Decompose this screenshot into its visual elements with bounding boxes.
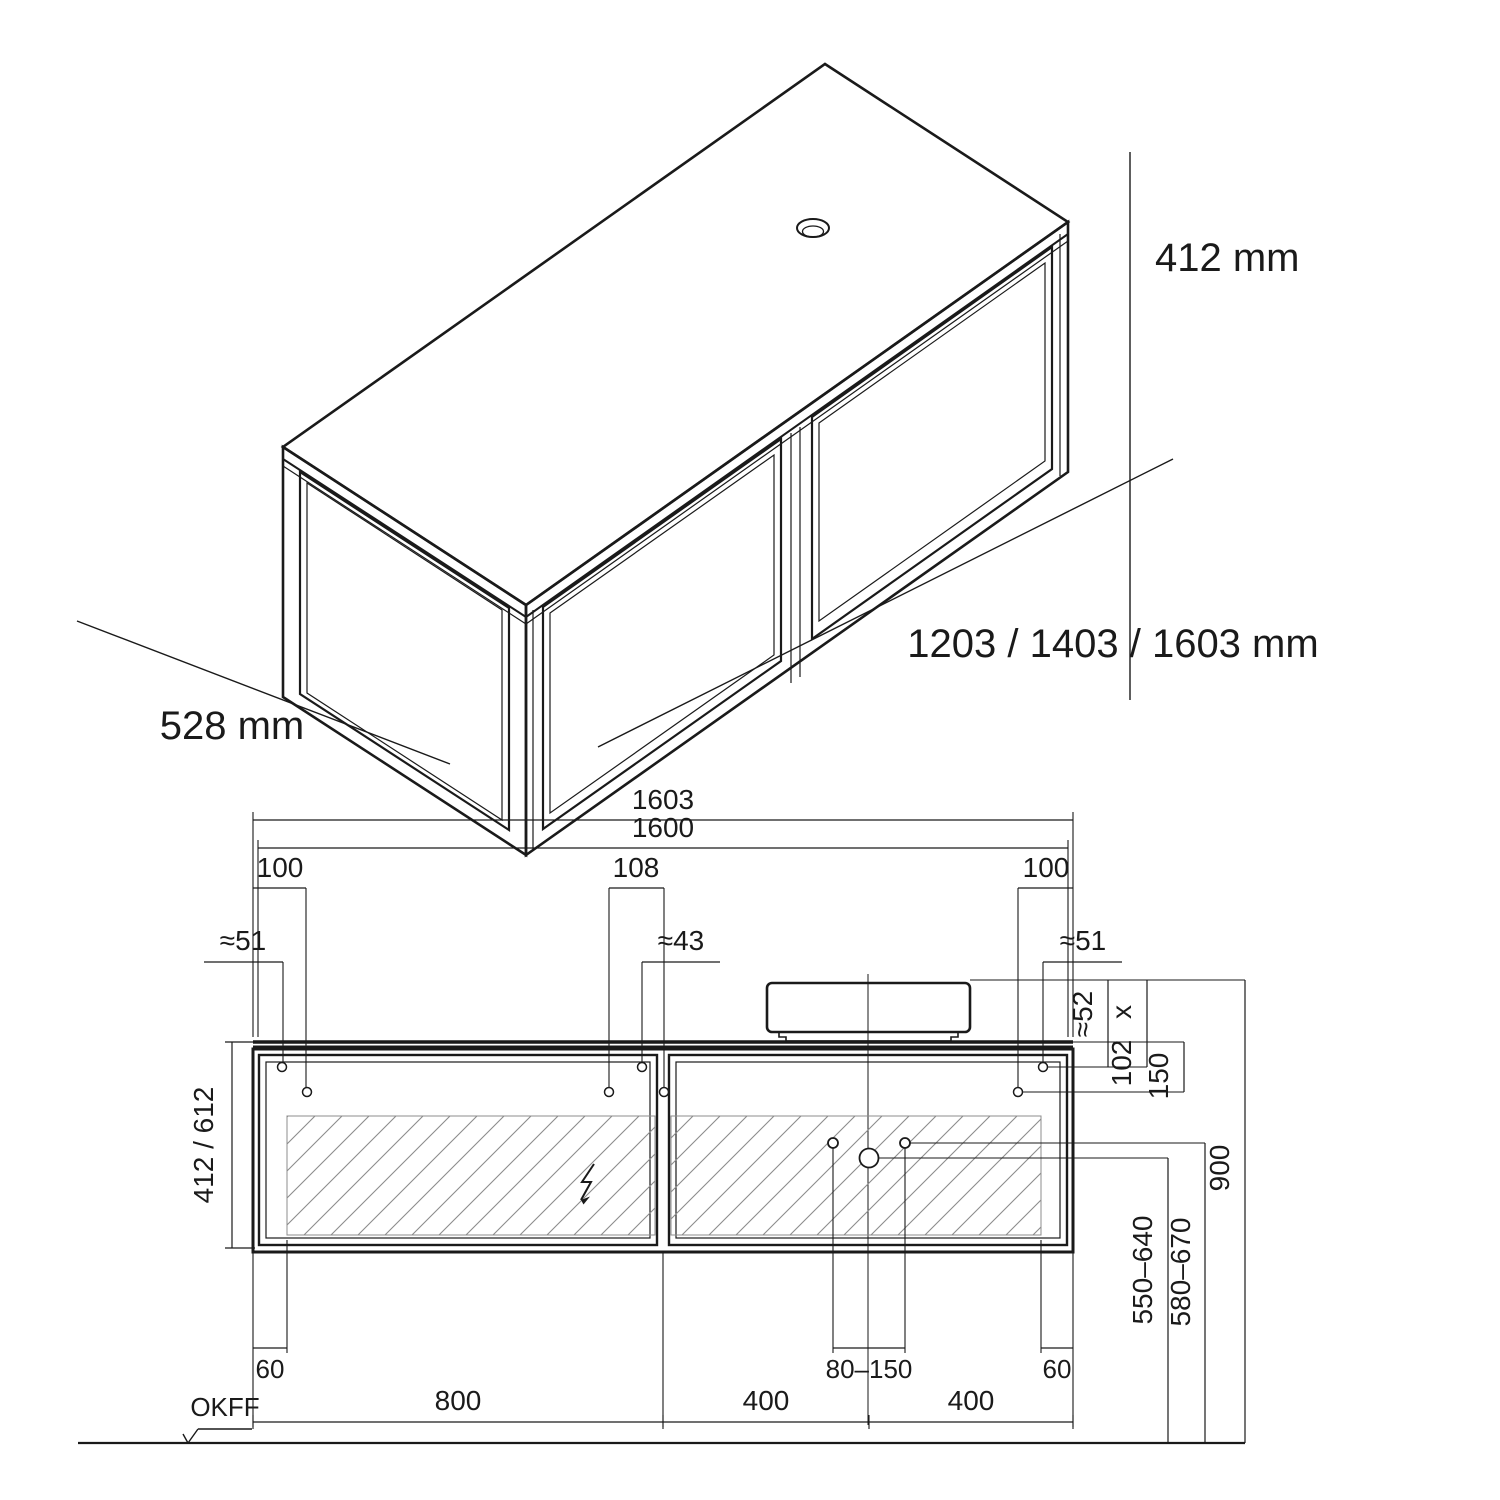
iso-divider-lines xyxy=(533,234,1060,851)
isometric-view xyxy=(77,64,1319,855)
iso-side-panel-inner xyxy=(307,483,502,820)
drill-points xyxy=(278,1063,1048,1097)
dim-supply-height-range: 580–670 xyxy=(1165,1217,1196,1327)
dim-hole-row-2: 150 xyxy=(1143,1052,1174,1100)
clearance-hatch-right xyxy=(671,1116,1041,1235)
iso-width-label: 1203 / 1403 / 1603 mm xyxy=(907,622,1319,666)
dim-cabinet-height: 412 / 612 xyxy=(188,1086,219,1204)
dim-center-offset: 108 xyxy=(612,852,660,883)
drain-point xyxy=(860,1149,879,1168)
dim-basin-offset: ≈52 xyxy=(1067,990,1098,1038)
dim-hole-row-1: 102 xyxy=(1106,1039,1137,1087)
iso-drawer-front-left xyxy=(543,439,781,829)
dim-drain-height-range: 550–640 xyxy=(1127,1215,1158,1325)
dim-mid-span: 400 xyxy=(742,1385,790,1416)
iso-left-face xyxy=(283,447,526,855)
ext-60-right xyxy=(1041,1240,1073,1427)
dim-left-hole-offset: ≈51 xyxy=(219,925,267,956)
iso-front-face xyxy=(526,222,1068,855)
elevation-view xyxy=(78,784,1245,1443)
clearance-hatch-left xyxy=(287,1116,655,1235)
dim-left-inset: 60 xyxy=(255,1354,285,1384)
datum-label: OKFF xyxy=(190,1392,260,1422)
iso-width-dim-line xyxy=(598,459,1173,747)
dim-right-span: 400 xyxy=(947,1385,995,1416)
ext-108 xyxy=(609,888,664,1087)
iso-height-label: 412 mm xyxy=(1155,236,1300,280)
iso-countertop-edge-2 xyxy=(283,241,1068,624)
iso-drain-hole xyxy=(797,219,829,237)
dim-center-hole-offset: ≈43 xyxy=(657,925,705,956)
dim-mounting-height: 900 xyxy=(1204,1144,1235,1192)
dim-overall-width: 1603 xyxy=(631,784,695,815)
dim-right-hole-offset: ≈51 xyxy=(1059,925,1107,956)
iso-countertop-edge xyxy=(283,234,1068,617)
dim-left-span: 800 xyxy=(434,1385,482,1416)
dim-right-inset: 60 xyxy=(1042,1354,1072,1384)
datum-symbol xyxy=(183,1429,252,1443)
dim-basin-height-variable: x xyxy=(1106,1005,1137,1019)
iso-depth-label: 528 mm xyxy=(159,704,305,748)
dim-corpus-width: 1600 xyxy=(631,812,695,843)
dim-line-height xyxy=(225,1042,255,1248)
dim-trap-range: 80–150 xyxy=(825,1354,913,1384)
dim-left-offset: 100 xyxy=(256,852,304,883)
dim-right-offset: 100 xyxy=(1022,852,1070,883)
